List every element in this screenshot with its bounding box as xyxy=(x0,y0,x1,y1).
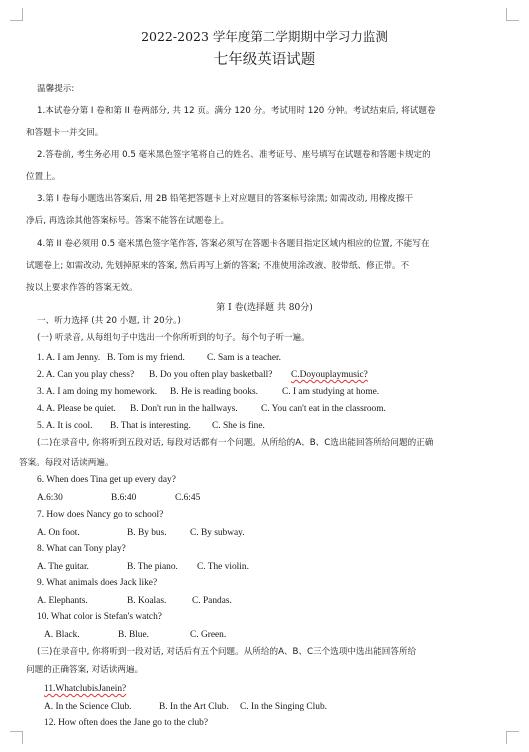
option-a: A. Elephants. xyxy=(37,596,88,606)
option-a: 2. A. Can you play chess? xyxy=(37,370,135,380)
subpart-heading: (二)在录音中, 你将听到五段对话, 每段对话都有一个问题。从所给的A、B、C选出能回答所给问题的正确 xyxy=(37,438,434,448)
option-c: C. Pandas. xyxy=(192,596,232,606)
subpart-heading: (三)在录音中, 你将听到一段对话, 对话后有五个问题。从所给的A、B、C三个选项中选出能回答所给 xyxy=(37,647,417,657)
option-b: B. Koalas. xyxy=(127,596,167,606)
option-c: C. The violin. xyxy=(197,562,249,572)
notice-line: 位置上。 xyxy=(26,172,61,182)
option-c: C. In the Singing Club. xyxy=(240,702,327,712)
notice-line: 1.本试卷分第 I 卷和第 II 卷两部分, 共 12 页。满分 120 分。考试用时 120 分钟。考试结束后, 将试题卷 xyxy=(37,106,436,116)
notice-line: 3.第 I 卷每小题选出答案后, 用 2B 铅笔把答题卡上对应题目的答案标号涂黑; 如需改动, 用橡皮擦干 xyxy=(37,194,414,204)
option-a: A. In the Science Club. xyxy=(44,702,132,712)
exam-subtitle: 七年级英语试题 xyxy=(213,52,316,68)
volume-title: 第 I 卷(选择题 共 80分) xyxy=(216,303,313,313)
notice-label: 温馨提示: xyxy=(37,84,75,94)
crop-mark-bottom-right xyxy=(506,731,519,744)
option-c: C. I am studying at home. xyxy=(282,387,380,397)
question-stem: 12. How often does the Jane go to the club? xyxy=(44,718,209,728)
option-a: A. Black. xyxy=(44,630,80,640)
crop-mark-top-right xyxy=(506,8,519,21)
option-c: C. By subway. xyxy=(190,528,245,538)
option-c: C. Sam is a teacher. xyxy=(207,353,281,363)
notice-line: 净后, 再选涂其他答案标号。答案不能答在试题卷上。 xyxy=(26,216,230,226)
question-stem: 9. What animals does Jack like? xyxy=(37,578,158,588)
question-stem: 8. What can Tony play? xyxy=(37,544,126,554)
notice-line: 4.第 II 卷必须用 0.5 毫米黑色签字笔作答, 答案必须写在答题卡各题目指定区域内相应的位置, 不能写在 xyxy=(37,239,430,249)
exam-title: 2022-2023 学年度第二学期期中学习力监测 xyxy=(141,29,388,44)
option-b: B. Do you often play basketball? xyxy=(149,370,273,380)
subpart-heading: (一) 听录音, 从每组句子中选出一个你所听到的句子。每个句子听一遍。 xyxy=(37,333,310,343)
option-a: 4. A. Please be quiet. xyxy=(37,404,116,414)
option-b: B. In the Art Club. xyxy=(159,702,229,712)
subpart-heading: 答案。每段对话读两遍。 xyxy=(19,458,114,468)
question-stem: 10. What color is Stefan's watch? xyxy=(37,612,162,622)
question-stem: 11.WhatclubisJanein? xyxy=(44,684,127,694)
option-a: 3. A. I am doing my homework. xyxy=(37,387,158,397)
notice-line: 试题卷上; 如需改动, 先划掉原来的答案, 然后再写上新的答案; 不准使用涂改液、胶带纸、修正带。不 xyxy=(26,261,410,271)
option-a: A. The guitar. xyxy=(37,562,89,572)
option-c: C. You can't eat in the classroom. xyxy=(261,404,386,414)
option-a: A. On foot. xyxy=(37,528,80,538)
option-c: C. Green. xyxy=(190,630,227,640)
option-b: B. By bus. xyxy=(127,528,167,538)
option-a: A.6:30 xyxy=(37,493,63,503)
crop-mark-top-left xyxy=(10,8,23,21)
option-b: B. Tom is my friend. xyxy=(107,353,185,363)
option-a: 5. A. It is cool. xyxy=(37,421,93,431)
option-c: C. She is fine. xyxy=(212,421,265,431)
option-b: B. That is interesting. xyxy=(110,421,191,431)
option-c: C.Doyouplaymusic? xyxy=(291,370,368,380)
option-b: B. Blue. xyxy=(118,630,149,640)
notice-line: 2.答卷前, 考生务必用 0.5 毫米黑色签字笔将自己的姓名、准考证号、座号填写在试题卷和答题卡规定的 xyxy=(37,150,431,160)
option-b: B.6:40 xyxy=(111,493,137,503)
part-heading: 一、听力选择 (共 20 小题, 计 20分。) xyxy=(37,316,181,326)
notice-line: 和答题卡一并交回。 xyxy=(26,128,104,138)
question-stem: 6. When does Tina get up every day? xyxy=(37,475,176,485)
subpart-heading: 问题的正确答案, 对话读两遍。 xyxy=(26,665,144,675)
option-a: 1. A. I am Jenny. xyxy=(37,353,101,363)
option-c: C.6:45 xyxy=(175,493,201,503)
crop-mark-bottom-left xyxy=(10,731,23,744)
option-b: B. Don't run in the hallways. xyxy=(130,404,238,414)
option-b: B. He is reading books. xyxy=(170,387,259,397)
option-b: B. The piano. xyxy=(127,562,178,572)
question-stem: 7. How does Nancy go to school? xyxy=(37,510,164,520)
notice-line: 按以上要求作答的答案无效。 xyxy=(26,283,138,293)
